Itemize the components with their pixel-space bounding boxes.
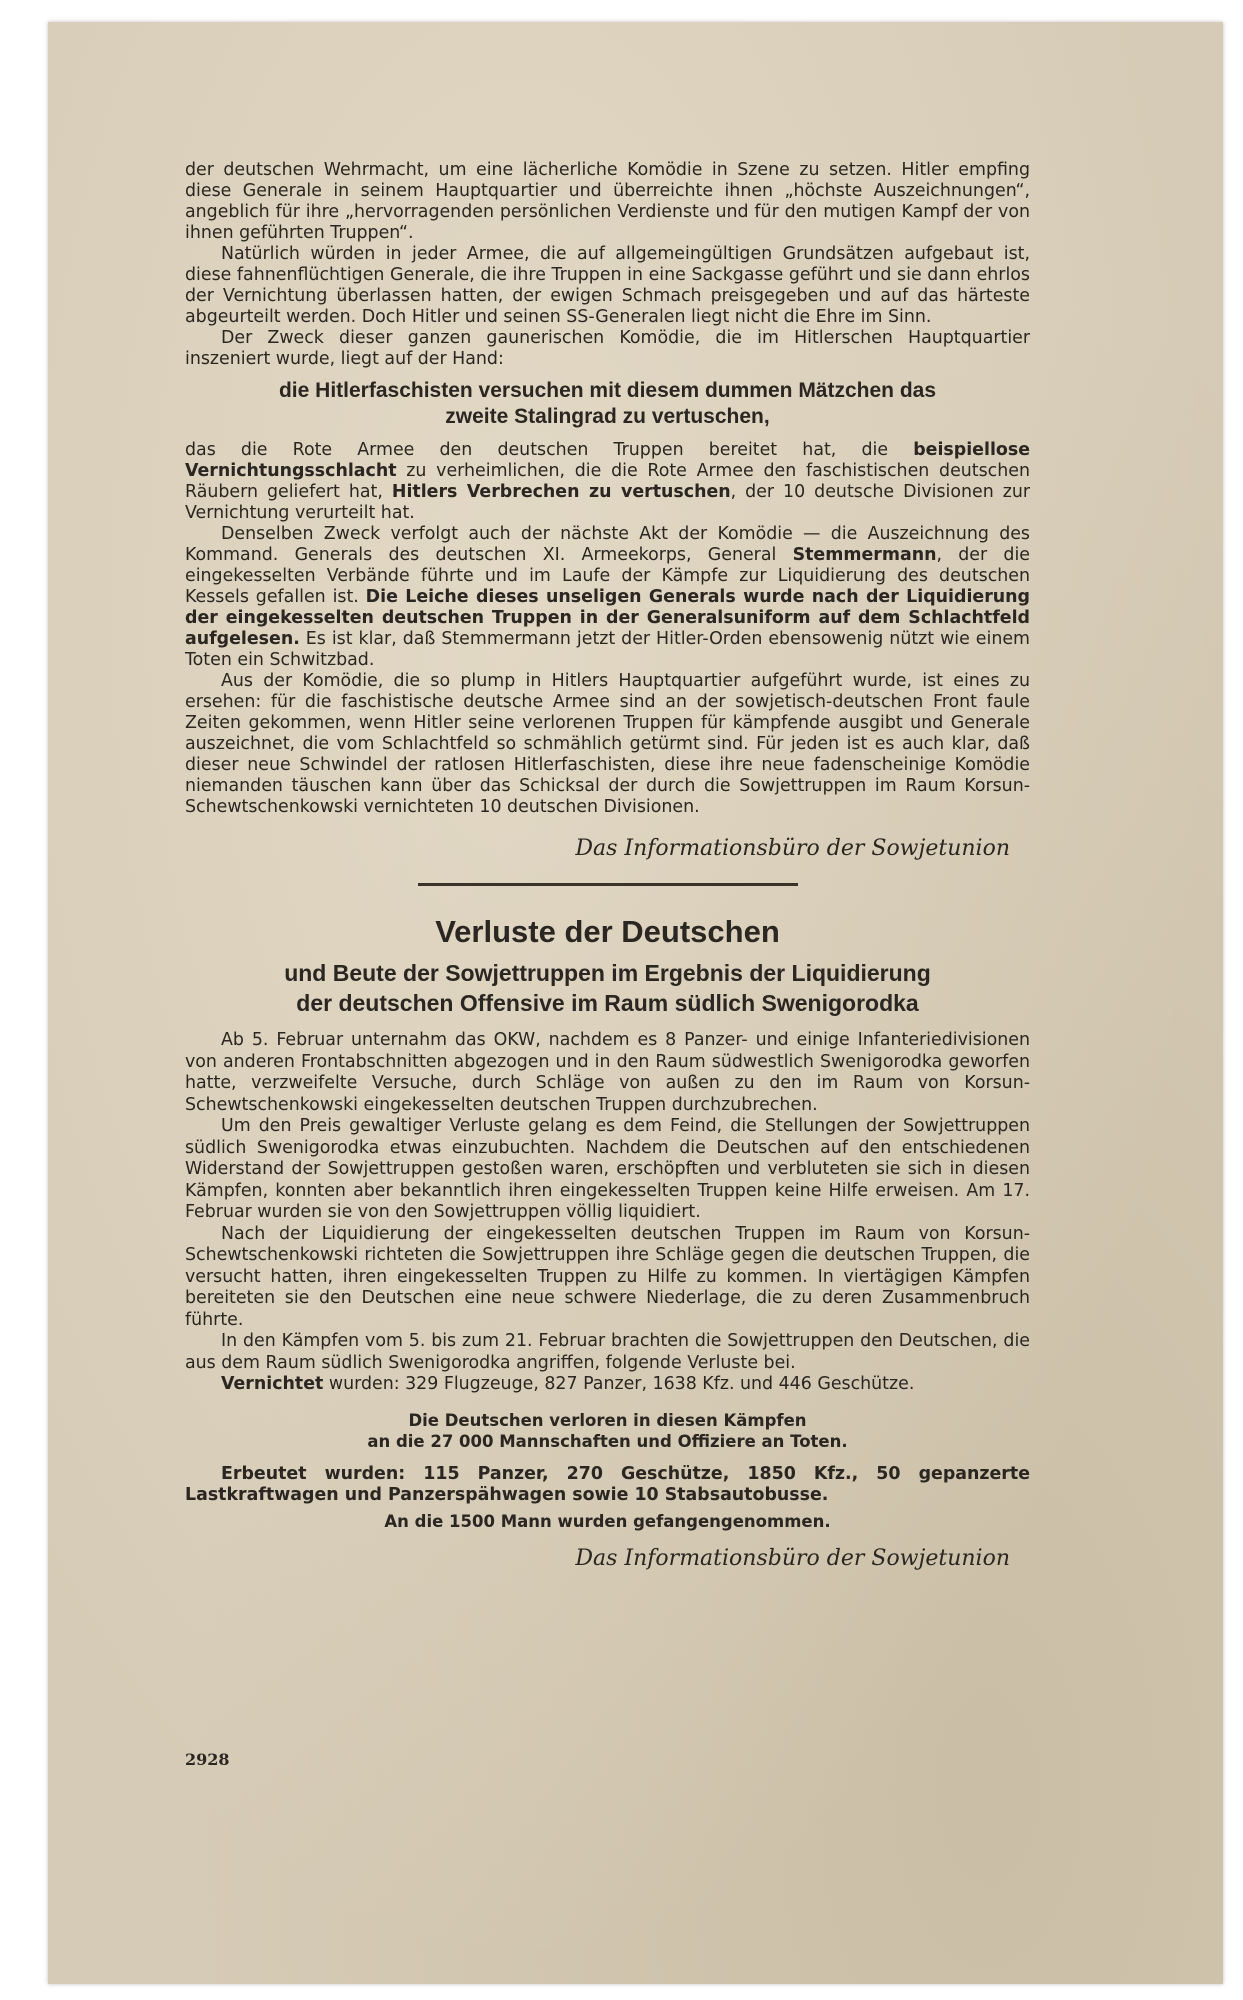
- losses-line: Die Deutschen verloren in diesen Kämpfen: [408, 1410, 807, 1430]
- paragraph: Natürlich würden in jeder Armee, die auf allgemeingültigen Grundsätzen aufgebaut ist, diese fahnenflüchtigen Generale, die ihre Truppen in eine Sackgasse geführt und sie dann ehrlos der Vernichtung überlassen hatten, der ewigen Schmach preisgegeben und auf das härteste abgeurteilt werden. Doch Hitler und seinen SS-Generalen liegt nicht die Ehre im Sinn.: [185, 244, 1030, 327]
- bold-run: Hitlers Verbrechen zu vertuschen: [391, 482, 731, 502]
- signature: Das Informationsbüro der Sowjetunion: [575, 1545, 1010, 1571]
- paragraph: Der Zweck dieser ganzen gaunerischen Komödie, die im Hitlerschen Hauptquartier inszeniert wurde, liegt auf der Hand:: [185, 328, 1030, 369]
- paragraph: Ab 5. Februar unternahm das OKW, nachdem es 8 Panzer- und einige Infanteriedivisionen von anderen Frontabschnitten abgezogen und in den Raum südwestlich Swenigorodka geworfen hatte, verzweifelte Versuche, durch Schläge von außen zu den im Raum von Korsun-Schewtschenkowski eingekesselten deutschen Truppen durchzubrechen.: [185, 1030, 1030, 1115]
- bold-run: beispiellose Vernichtungsschlacht: [185, 440, 1030, 481]
- print-number: 2928: [185, 1750, 230, 1769]
- leaflet-content: [185, 160, 1030, 1571]
- paragraph: der deutschen Wehrmacht, um eine lächerliche Komödie in Szene zu setzen. Hitler empfing diese Generale in seinem Hauptquartier und überreichte ihnen „höchste Auszeichnungen“, angeblich für ihre „hervorragenden persönlichen Verdienste und für den mutigen Kampf der von ihnen geführten Truppen“.: [185, 160, 1030, 243]
- signature: Das Informationsbüro der Sowjetunion: [575, 836, 1010, 861]
- text-run: , der 10 deutsche Divisionen zur Vernichtung verurteilt hat.: [185, 482, 1031, 523]
- bold-run: Die Leiche dieses unseligen Generals wurde nach der Liquidierung der eingekesselten deutschen Truppen in der Generalsuniform auf dem Schlachtfeld aufgelesen.: [185, 587, 1030, 649]
- paragraph: In den Kämpfen vom 5. bis zum 21. Februar brachten die Sowjettruppen den Deutschen, die aus dem Raum südlich Swenigorodka angriffen, folgende Verluste bei.: [185, 1331, 1030, 1373]
- text-run: , der die eingekesselten Verbände führte und im Laufe der Kämpfe zur Liquidierung des deutschen Kessels gefallen ist.: [185, 545, 1030, 607]
- subtitle-line: der deutschen Offensive im Raum südlich Swenigorodka: [296, 990, 919, 1016]
- text-run: wurden: 329 Flugzeuge, 827 Panzer, 1638 Kfz. und 446 Geschütze.: [323, 1374, 915, 1394]
- paragraph: [185, 1374, 1030, 1396]
- paragraph: [185, 440, 1030, 524]
- bold-run: Stemmermann: [792, 545, 937, 565]
- slogan-line: die Hitlerfaschisten versuchen mit diesem dummen Mätzchen das: [278, 379, 937, 402]
- text-run: zu verheimlichen, die die Rote Armee den faschistischen deutschen Räubern geliefert hat,: [185, 461, 1030, 502]
- paragraph: Aus der Komödie, die so plump in Hitlers Hauptquartier aufgeführt wurde, ist eines zu ersehen: für die faschistische deutsche Armee sind an der sowjetisch-deutschen Front faule Zeiten gekommen, wenn Hitler seine verlorenen Truppen für kämpfende ausgibt und Generale auszeichnet, die vom Schlachtfeld so schmählich getürmt sind. Für jeden ist es auch klar, daß dieser neue Schwindel der ratlosen Hitlerfaschisten, diese ihre neue fadenscheinige Komödie niemanden täuschen kann über das Schicksal der durch die Sowjettruppen im Raum Korsun-Schewtschenkowski vernichteten 10 deutschen Divisionen.: [185, 671, 1030, 817]
- section-subtitle: [185, 958, 1030, 1018]
- paragraph: Nach der Liquidierung der eingekesselten deutschen Truppen im Raum von Korsun-Schewtschenkowski richteten die Sowjettruppen ihre Schläge gegen die deutschen Truppen, die versucht hatten, ihren eingekesselten Truppen zu Hilfe zu kommen. In viertägigen Kämpfen bereiteten sie den Deutschen eine neue schwere Niederlage, die zu deren Zusammenbruch führte.: [185, 1223, 1030, 1330]
- losses-line: an die 27 000 Mannschaften und Offiziere an Toten.: [367, 1431, 848, 1451]
- slogan: [185, 378, 1030, 430]
- paragraph: Um den Preis gewaltiger Verluste gelang es dem Feind, die Stellungen der Sowjettruppen südlich Swenigorodka etwas einzubuchten. Nachdem die Deutschen auf den entschiedenen Widerstand der Sowjettruppen gestoßen waren, erschöpften und verbluteten sie sich in diesen Kämpfen, konnten aber bekanntlich ihren eingekesselten Truppen keine Hilfe erweisen. Am 17. Februar wurden sie von den Sowjettruppen völlig liquidiert.: [185, 1116, 1030, 1222]
- losses-statement: [185, 1410, 1030, 1452]
- paragraph: [185, 524, 1030, 671]
- divider: [418, 883, 798, 886]
- booty-paragraph: Erbeutet wurden: 115 Panzer, 270 Geschütze, 1850 Kfz., 50 gepanzerte Lastkraftwagen und Panzerspähwagen sowie 10 Stabsautobusse.: [185, 1463, 1030, 1505]
- section-title: Verluste der Deutschen: [435, 914, 780, 949]
- prisoners-line: An die 1500 Mann wurden gefangengenommen.: [384, 1511, 831, 1531]
- slogan-line: zweite Stalingrad zu vertuschen,: [445, 405, 770, 428]
- text-run: das die Rote Armee den deutschen Truppen bereitet hat, die: [185, 440, 914, 460]
- bold-run: Vernichtet: [221, 1374, 324, 1394]
- text-run: Es ist klar, daß Stemmermann jetzt der Hitler-Orden ebensowenig nützt wie einem Toten ein Schwitzbad.: [185, 629, 1030, 670]
- subtitle-line: und Beute der Sowjettruppen im Ergebnis der Liquidierung: [284, 960, 931, 986]
- text-run: Denselben Zweck verfolgt auch der nächste Akt der Komödie — die Auszeichnung des Kommand. Generals des deutschen XI. Armeekorps, General: [185, 524, 1030, 565]
